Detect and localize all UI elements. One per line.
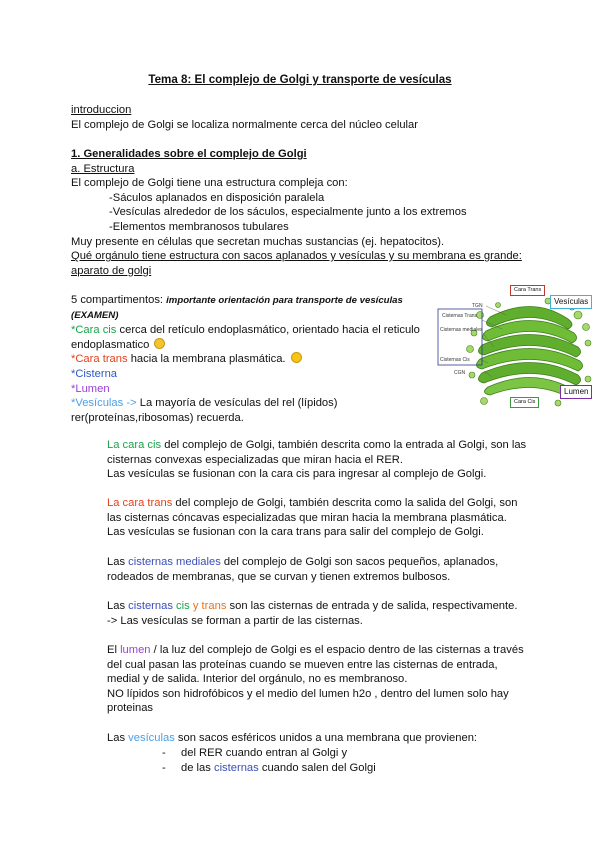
- compartment-cis: [71, 323, 421, 338]
- term-cis: cis: [176, 600, 190, 612]
- cara-cis-text-cont: endoplasmatico: [71, 338, 150, 351]
- dash-bullet: -: [162, 747, 166, 759]
- lumen-line: del cual pasan las proteínas cuando se mueven entre las cisternas de entrada,: [107, 658, 498, 671]
- cara-cis-text: cerca del retículo endoplasmático, orientado hacia el reticulo: [116, 324, 420, 337]
- structure-item: -Sáculos aplanados en disposición paralela: [109, 191, 325, 204]
- section-heading: 1. Generalidades sobre el complejo de Golgi: [71, 148, 307, 160]
- lumen-label: *Lumen: [71, 382, 110, 395]
- cgn-label: CGN: [454, 370, 466, 376]
- subsection-heading: a. Estructura: [71, 162, 135, 175]
- cara-cis-line: cisternas convexas especializadas que miran hacia el RER.: [107, 453, 403, 466]
- term-cisternas-mediales: cisternas mediales: [128, 556, 221, 568]
- structure-item: -Elementos membranosos tubulares: [109, 220, 289, 233]
- lumen-line: / la luz del complejo de Golgi es el espacio dentro de las cisternas a través: [150, 644, 524, 656]
- paragraph-lumen: [107, 643, 537, 716]
- mediales-line: rodeados de membranas, que se curvan y tienen extremos bulbosos.: [107, 570, 451, 583]
- origin-post: cuando salen del Golgi: [258, 761, 376, 774]
- dash-bullet: -: [162, 761, 166, 774]
- cisternas-trans-label: Cisternas Trans: [442, 313, 478, 319]
- exam-note: (EXAMEN): [71, 309, 119, 321]
- origin-pre: de las: [181, 761, 214, 774]
- compartment-cis-cont: [71, 338, 421, 353]
- page-title: Tema 8: El complejo de Golgi y transporte de vesículas: [148, 73, 452, 86]
- term-cara-cis: La cara cis: [107, 439, 162, 451]
- term-vesiculas: vesículas: [128, 732, 175, 744]
- term-lumen: lumen: [120, 644, 151, 656]
- vesiculas-line: son sacos esféricos unidos a una membrana que provienen:: [174, 732, 478, 744]
- cara-trans-line: las cisternas cóncavas especializadas que miran hacia la membrana plasmática.: [107, 511, 507, 524]
- vesiculas-label: *Vesículas ->: [71, 397, 137, 410]
- vesiculas-text: La mayoría de vesículas del rel (lípidos): [136, 397, 338, 410]
- golgi-stack-icon: [476, 306, 582, 397]
- mediales-line: del complejo de Golgi son sacos pequeños, aplanados,: [220, 556, 499, 568]
- intro-heading: introduccion: [71, 104, 132, 116]
- lumen-pre: El: [107, 644, 121, 656]
- term-trans: trans: [201, 600, 227, 612]
- cara-cis-box: Cara Cis: [510, 397, 539, 408]
- cara-trans-line: Las vesículas se fusionan con la cara trans para salir del complejo de Golgi.: [107, 526, 484, 539]
- paragraph-cisternas-cis-trans: [107, 599, 537, 628]
- origin-rer: del RER cuando entran al Golgi y: [181, 747, 348, 759]
- list-item: [0, 761, 600, 776]
- term-cisternas-origin: cisternas: [213, 761, 259, 774]
- lumen-box: Lumen: [560, 385, 592, 399]
- cara-trans-text: hacia la membrana plasmática.: [127, 353, 286, 366]
- cara-cis-line: Las vesículas se fusionan con la cara cis para ingresar al complejo de Golgi.: [107, 468, 487, 481]
- question-answer: aparato de golgi: [71, 264, 152, 277]
- lumen-line: NO lípidos son hidrofóbicos y el medio del lumen h2o , dentro del lumen solo hay: [107, 687, 509, 700]
- paragraph-cisternas-mediales: [107, 555, 537, 584]
- intro-section: [71, 103, 418, 132]
- compartments-lead: [71, 293, 421, 309]
- mediales-pre: Las: [107, 556, 129, 568]
- compartment-vesiculas: [71, 396, 421, 411]
- cara-trans-line: del complejo de Golgi, también descrita como la salida del Golgi, son: [172, 497, 518, 509]
- vesiculas-origins: [0, 746, 600, 775]
- compartments-count: 5 compartimentos:: [71, 294, 164, 306]
- lumen-line: proteinas: [107, 702, 154, 715]
- term-cisternas: cisternas: [128, 600, 173, 612]
- cara-cis-line: del complejo de Golgi, también descrita como la entrada al Golgi, son las: [161, 439, 527, 451]
- cisterna-label: *Cisterna: [71, 367, 118, 380]
- cistrans-line: son las cisternas de entrada y de salida, respectivamente.: [226, 600, 518, 612]
- paragraph-vesiculas: [107, 731, 537, 746]
- cisternas-cis-label: Cisternas Cis: [440, 357, 470, 363]
- cistrans-line: -> Las vesículas se forman a partir de las cisternas.: [107, 614, 363, 627]
- golgi-diagram: [428, 285, 598, 413]
- structure-note: Muy presente en células que secretan muchas sustancias (ej. hepatocitos).: [71, 235, 445, 248]
- paragraph-cara-cis: [107, 438, 537, 482]
- compartment-trans: [71, 352, 421, 367]
- sad-face-icon: [154, 338, 165, 349]
- cara-trans-label: *Cara trans: [71, 353, 128, 366]
- section-generalidades: [71, 147, 541, 278]
- question-line: Qué orgánulo tiene estructura con sacos aplanados y vesículas y su membrana es grande:: [71, 250, 522, 263]
- term-cara-trans: La cara trans: [107, 497, 173, 509]
- cara-cis-label: *Cara cis: [71, 324, 117, 337]
- origin-cisternas: [181, 761, 376, 776]
- paragraph-cara-trans: [107, 496, 537, 540]
- cisternas-mediales-label: Cisternas mediales: [440, 327, 483, 333]
- vesiculas-box: Vesículas: [550, 295, 592, 309]
- structure-intro: El complejo de Golgi tiene una estructura compleja con:: [71, 177, 348, 190]
- term-y: y: [192, 600, 199, 612]
- compartments-note: importante orientación para transporte de vesículas: [166, 295, 403, 306]
- list-item: [0, 746, 600, 761]
- vesiculas-pre: Las: [107, 732, 129, 744]
- cistrans-pre: Las: [107, 600, 129, 612]
- cara-trans-box: Cara Trans: [510, 285, 545, 296]
- structure-item: -Vesículas alrededor de los sáculos, especialmente junto a los extremos: [109, 206, 467, 219]
- smiley-face-icon: [291, 352, 302, 363]
- intro-text: El complejo de Golgi se localiza normalmente cerca del núcleo celular: [71, 118, 418, 131]
- lumen-line: medial y de salida. Interior del orgánulo, no es membranoso.: [107, 673, 408, 686]
- compartments-list: [71, 293, 421, 425]
- tgn-label: TGN: [472, 303, 483, 309]
- vesiculas-text-cont: rer(proteínas,ribosomas) recuerda.: [71, 411, 244, 424]
